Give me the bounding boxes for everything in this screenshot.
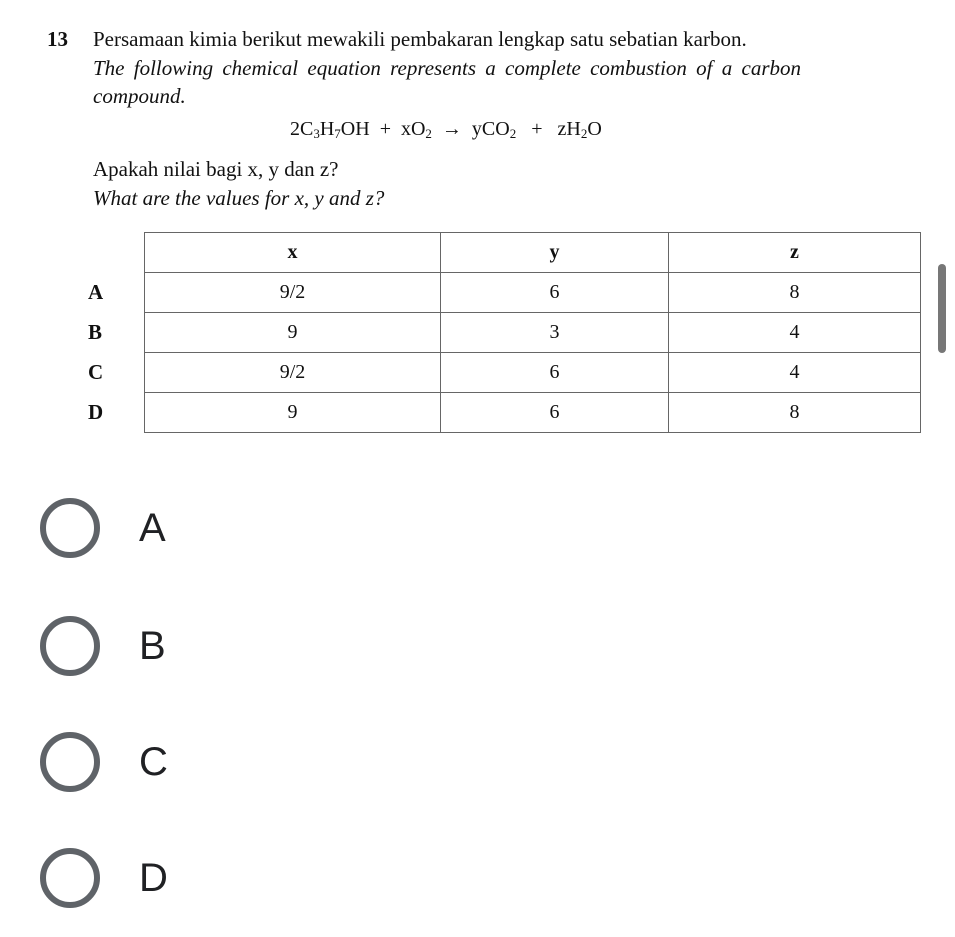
eq-sub: 3 <box>313 126 320 141</box>
header-z: z <box>669 233 921 273</box>
eq-part: O <box>587 118 602 140</box>
table-row <box>145 313 921 353</box>
option-label: D <box>139 855 168 900</box>
eq-part: xO <box>400 118 426 140</box>
cell: 6 <box>441 393 669 433</box>
cell: 9/2 <box>145 353 441 393</box>
radio-icon[interactable] <box>40 616 100 676</box>
eq-sub: 2 <box>580 126 588 141</box>
option-b[interactable] <box>40 615 166 677</box>
eq-plus: + <box>379 118 391 140</box>
cell: 8 <box>669 273 921 313</box>
header-x: x <box>145 233 441 273</box>
option-c[interactable] <box>40 731 168 793</box>
eq-sub: 2 <box>425 126 432 141</box>
option-label: B <box>139 623 166 668</box>
cell: 6 <box>441 353 669 393</box>
eq-sub: 2 <box>509 126 517 141</box>
prompt-malay: Apakah nilai bagi x, y dan z? <box>93 157 339 181</box>
cell: 3 <box>441 313 669 353</box>
cell: 6 <box>441 273 669 313</box>
prompt-english: What are the values for x, y and z? <box>93 186 385 210</box>
eq-part: OH <box>340 118 370 140</box>
row-label: D <box>88 400 104 424</box>
question-number: 13 <box>47 27 68 51</box>
radio-icon[interactable] <box>40 498 100 558</box>
table-header <box>145 233 921 273</box>
eq-sub: 7 <box>334 126 341 141</box>
table-row <box>145 353 921 393</box>
eq-part: yCO <box>471 118 510 140</box>
question-text-english: The following chemical equation represents a complete combustion of a carbon <box>93 56 802 80</box>
option-label: C <box>139 739 168 784</box>
row-label: C <box>88 360 104 384</box>
option-label: A <box>139 505 166 550</box>
eq-part: zH <box>557 118 581 140</box>
question-text-english-cont: compound. <box>93 84 186 108</box>
cell: 4 <box>669 353 921 393</box>
chemical-equation <box>290 118 602 142</box>
option-a[interactable] <box>40 497 166 559</box>
cell: 9 <box>145 393 441 433</box>
eq-plus: + <box>531 118 543 140</box>
answer-table <box>144 232 921 433</box>
eq-arrow: → <box>441 118 462 140</box>
radio-icon[interactable] <box>40 732 100 792</box>
question-text-malay: Persamaan kimia berikut mewakili pembakaran lengkap satu sebatian karbon. <box>93 27 747 51</box>
cell: 4 <box>669 313 921 353</box>
table-row <box>145 393 921 433</box>
radio-icon[interactable] <box>40 848 100 908</box>
cell: 8 <box>669 393 921 433</box>
table-row <box>145 273 921 313</box>
eq-part: H <box>319 118 335 140</box>
cell: 9 <box>145 313 441 353</box>
eq-part: 2C <box>290 118 314 140</box>
header-y: y <box>441 233 669 273</box>
row-label: A <box>88 280 104 304</box>
row-label: B <box>88 320 103 344</box>
option-d[interactable] <box>40 847 168 909</box>
scrollbar[interactable] <box>938 264 946 353</box>
cell: 9/2 <box>145 273 441 313</box>
